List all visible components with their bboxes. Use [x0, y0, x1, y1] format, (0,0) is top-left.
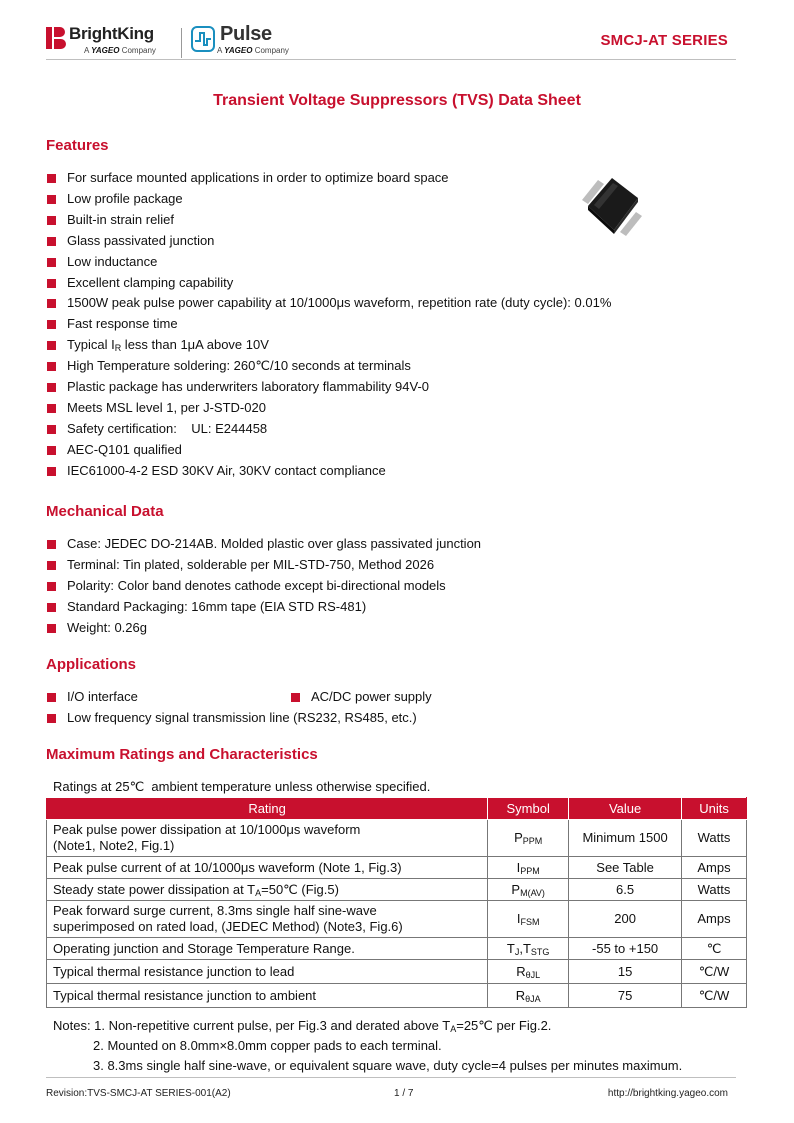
features-heading: Features	[46, 137, 109, 154]
table-row	[47, 879, 747, 901]
table-row	[47, 984, 747, 1008]
value-cell: 15	[569, 960, 682, 984]
note-3: 3. 8.3ms single half sine-wave, or equivalent square wave, duty cycle=4 pulses per minutes maximum.	[93, 1058, 683, 1073]
brightking-logo-mark	[46, 27, 66, 49]
table-header-row	[47, 798, 747, 820]
feature-item: Low profile package	[46, 189, 611, 210]
column-header-rating: Rating	[47, 798, 488, 820]
unit-cell: Amps	[682, 857, 747, 879]
application-item: I/O interface	[46, 687, 417, 708]
value-cell: 75	[569, 984, 682, 1008]
brightking-logo-name: BrightKing	[69, 24, 154, 43]
unit-cell: ℃/W	[682, 984, 747, 1008]
column-header-units: Units	[682, 798, 747, 820]
table-row	[47, 938, 747, 960]
feature-item: Typical $I_R$ less than 1μA above 10V	[46, 335, 611, 356]
symbol-cell: $R_{\theta JA}$	[488, 984, 569, 1008]
feature-item: IEC61000-4-2 ESD 30KV Air, 30KV contact compliance	[46, 461, 611, 482]
rating-cell: Typical thermal resistance junction to lead	[47, 960, 488, 984]
unit-cell: Watts	[682, 879, 747, 901]
unit-cell: Amps	[682, 901, 747, 938]
feature-item: Excellent clamping capability	[46, 273, 611, 294]
footer-page-number: 1 / 7	[394, 1088, 414, 1099]
mechanical-item: Terminal: Tin plated, solderable per MIL-STD-750, Method 2026	[46, 555, 481, 576]
feature-item: Safety certification: UL: E244458	[46, 419, 611, 440]
table-row	[47, 960, 747, 984]
symbol-cell: $I_{PPM}$	[488, 857, 569, 879]
symbol-cell: $P_{PPM}$	[488, 820, 569, 857]
feature-item: For surface mounted applications in order to optimize board space	[46, 168, 611, 189]
mechanical-item: Standard Packaging: 16mm tape (EIA STD RS-481)	[46, 597, 481, 618]
table-row	[47, 857, 747, 879]
column-header-value: Value	[569, 798, 682, 820]
footer-divider	[46, 1077, 736, 1078]
ratings-note: Ratings at 25℃ ambient temperature unless otherwise specified.	[53, 779, 431, 794]
footer-url[interactable]: http://brightking.yageo.com	[607, 1088, 728, 1099]
header-divider	[46, 59, 736, 60]
value-cell: See Table	[569, 857, 682, 879]
feature-item: Meets MSL level 1, per J-STD-020	[46, 398, 611, 419]
rating-cell: Peak pulse current of at 10/1000μs waveform (Note 1, Fig.3)	[47, 857, 488, 879]
rating-cell: Typical thermal resistance junction to ambient	[47, 984, 488, 1008]
brightking-logo-tagline: A YAGEO Company	[84, 46, 156, 55]
feature-item: High Temperature soldering: 260℃/10 seconds at terminals	[46, 356, 611, 377]
ratings-heading: Maximum Ratings and Characteristics	[46, 746, 318, 763]
feature-item: Fast response time	[46, 314, 611, 335]
mechanical-heading: Mechanical Data	[46, 503, 164, 520]
feature-item: AEC-Q101 qualified	[46, 440, 611, 461]
note-2: 2. Mounted on 8.0mm×8.0mm copper pads to each terminal.	[93, 1038, 442, 1053]
pulse-logo-tagline: A YAGEO Company	[217, 46, 289, 55]
document-title: Transient Voltage Suppressors (TVS) Data Sheet	[213, 92, 581, 109]
series-name: SMCJ-AT SERIES	[600, 32, 728, 49]
applications-list-col2	[290, 687, 432, 708]
application-item: AC/DC power supply	[290, 687, 432, 708]
table-row	[47, 901, 747, 938]
features-list	[46, 168, 611, 482]
value-cell: 200	[569, 901, 682, 938]
symbol-cell: $P_{M(AV)}$	[488, 879, 569, 901]
unit-cell: ℃/W	[682, 960, 747, 984]
table-row	[47, 820, 747, 857]
unit-cell: ℃	[682, 938, 747, 960]
mechanical-item: Case: JEDEC DO-214AB. Molded plastic over glass passivated junction	[46, 534, 481, 555]
symbol-cell: $T_J,T_{STG}$	[488, 938, 569, 960]
value-cell: 6.5	[569, 879, 682, 901]
symbol-cell: $I_{FSM}$	[488, 901, 569, 938]
unit-cell: Watts	[682, 820, 747, 857]
value-cell: Minimum 1500	[569, 820, 682, 857]
pulse-logo-name: Pulse	[220, 23, 272, 45]
notes	[53, 1016, 682, 1076]
applications-heading: Applications	[46, 656, 137, 673]
mechanical-list	[46, 534, 481, 639]
value-cell: -55 to +150	[569, 938, 682, 960]
ratings-table	[46, 797, 747, 1008]
application-item: Low frequency signal transmission line (RS232, RS485, etc.)	[46, 708, 417, 729]
pulse-logo-mark	[191, 26, 215, 52]
mechanical-item: Weight: 0.26g	[46, 618, 481, 639]
feature-item: Low inductance	[46, 252, 611, 273]
column-header-symbol: Symbol	[488, 798, 569, 820]
rating-cell: Peak pulse power dissipation at 10/1000μs waveform (Note1, Note2, Fig.1)	[47, 820, 488, 857]
rating-cell: Steady state power dissipation at $T_A=50℃$ (Fig.5)	[47, 879, 488, 901]
feature-item: Built-in strain relief	[46, 210, 611, 231]
feature-item: 1500W peak pulse power capability at 10/1000μs waveform, repetition rate (duty cycle): 0.01%	[46, 293, 611, 314]
feature-item: Glass passivated junction	[46, 231, 611, 252]
note-1: Notes: 1. Non-repetitive current pulse, per Fig.3 and derated above $T_A=25℃$ per Fig.2.	[53, 1018, 552, 1034]
feature-item: Plastic package has underwriters laboratory flammability 94V-0	[46, 377, 611, 398]
symbol-cell: $R_{\theta JL}$	[488, 960, 569, 984]
logo-divider	[181, 28, 182, 58]
mechanical-item: Polarity: Color band denotes cathode except bi-directional models	[46, 576, 481, 597]
footer-revision: Revision:TVS-SMCJ-AT SERIES-001(A2)	[46, 1088, 231, 1099]
rating-cell: Operating junction and Storage Temperature Range.	[47, 938, 488, 960]
rating-cell: Peak forward surge current, 8.3ms single half sine-wave superimposed on rated load, (JEDEC Method) (Note3, Fig.6)	[47, 901, 488, 938]
smc-package-image	[580, 176, 644, 238]
